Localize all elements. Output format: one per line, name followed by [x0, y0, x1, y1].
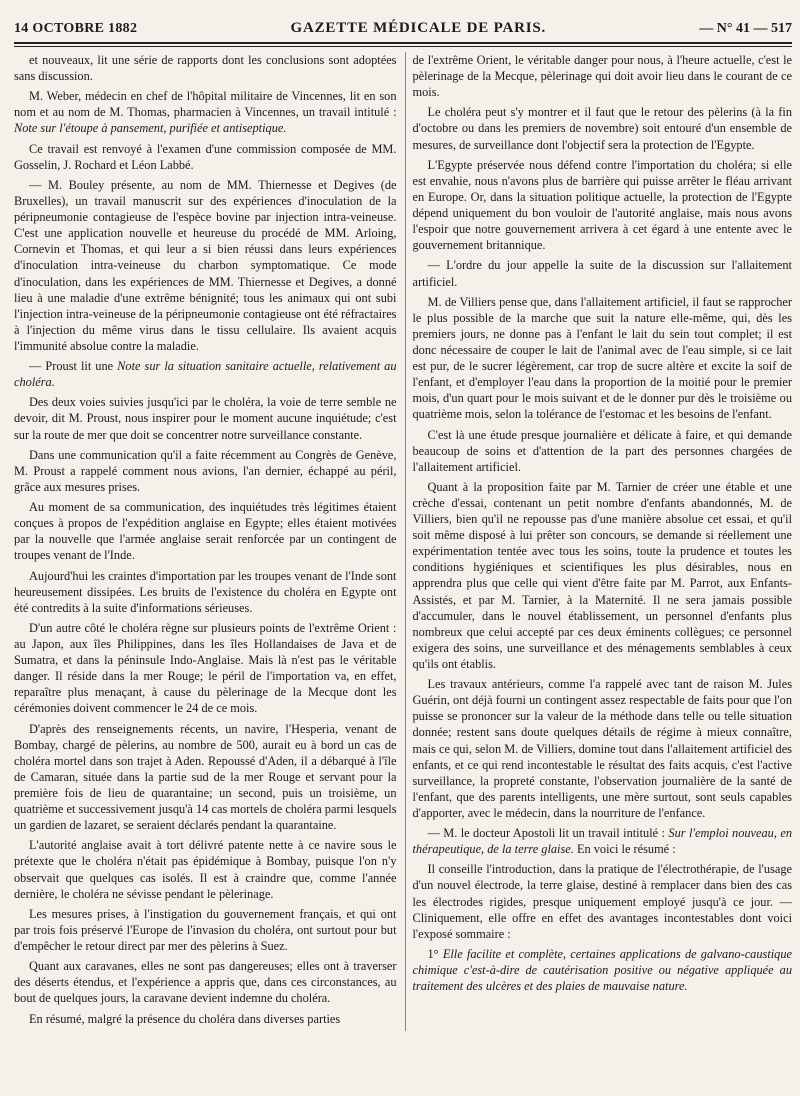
paragraph: C'est là une étude presque journalière et délicate à faire, et qui demande beaucoup de soins et d'attention de la part des personnes chargées de l'allaitement artificiel. [412, 427, 792, 474]
paragraph: de l'extrême Orient, le véritable danger pour nous, à l'heure actuelle, c'est le pèlerinage de la Mecque, pèlerinage qui doit avoir lieu dans le courant de ce mois. [412, 53, 792, 100]
paragraph: — L'ordre du jour appelle la suite de la discussion sur l'allaitement artificiel. [412, 258, 792, 289]
paragraph: Des deux voies suivies jusqu'ici par le choléra, la voie de terre semble ne devoir, dit M. Proust, nous inspirer pour le moment aucune inquiétude; c'est sur la route de mer que doit se concentrer notre surveillance constante. [14, 395, 397, 442]
paragraph: Aujourd'hui les craintes d'importation par les troupes venant de l'Inde sont heureusement dissipées. Les bruits de l'existence du choléra en Egypte ont été contredits à la suite d'informations sérieuses. [14, 568, 397, 615]
paragraph: Les travaux antérieurs, comme l'a rappelé avec tant de raison M. Jules Guérin, ont déjà fourni un contingent assez respectable de faits pour que l'on puisse se prononcer sur la valeur de la méthode dans telle ou telle situation donnée; restent sans doute quelques détails de régime à mieux connaître, mais ce qui, selon M. de Villiers, domine tout dans l'allaitement artificiel des enfants, et ce qui rend incontestable le résultat des faits acquis, c'est l'active surveillance, la propreté constante, l'observation journalière de la santé de l'enfant, que des parents intelligents, une mère surtout, sont seuls capables d'apporter, avec le médecin, dans la nourriture de l'enfance. [412, 677, 792, 820]
paragraph: — M. le docteur Apostoli lit un travail intitulé : Sur l'emploi nouveau, en thérapeutique, de la terre glaise. En voici le résumé : [412, 826, 793, 857]
header-title: GAZETTE MÉDICALE DE PARIS. [290, 20, 547, 36]
paragraph: — M. Bouley présente, au nom de MM. Thiernesse et Degives (de Bruxelles), un travail manuscrit sur des expériences d'inoculation de la péripneumonie contagieuse de l'espèce bovine par injection intra-veineuse. C'est une application nouvelle et heureuse du procédé de MM. Arloing, Cornevin et Thomas, et qui leur a si bien réussi dans leurs expériences d'inoculation intra-veineuse du charbon symptomatique. Ce mode d'inoculation, dans les expériences de MM. Thiernesse et Degives, a donné lieu à une maladie d'une extrême bénignité; tous les animaux qui ont subi l'injection intra-veineuse de la péripneumonie contagieuse ont été réfractaires à l'injection du même virus dans le tissu cellulaire. Ils avaient acquis l'immunité absolue contre la maladie. [14, 177, 397, 353]
paragraph: Le choléra peut s'y montrer et il faut que le retour des pèlerins (à la fin d'octobre ou dans les premiers de novembre) soit entouré d'un ensemble de mesures, de surveillance dont l'objectif sera la protection de l'Egypte. [412, 105, 792, 152]
paragraph: D'un autre côté le choléra règne sur plusieurs points de l'extrême Orient : au Japon, aux îles Philippines, dans les îles Hollandaises de Java et de Sumatra, et dans la péninsule Indo-Anglaise. Mais là n'est pas le véritable danger. Il réside dans la mer Rouge; le péril de l'importation va, en effet, reparaître plus menaçant, à cause du pèlerinage de la Mecque dont les cérémonies doivent commencer le 24 de ce mois. [14, 620, 397, 716]
paragraph: M. de Villiers pense que, dans l'allaitement artificiel, il faut se rapprocher le plus possible de la marche que suit la nature elle-même, qui, dès les premiers jours, ne donne pas à l'enfant le lait du sein tout complet; il est donc nécessaire de couper le lait de l'animal avec de l'eau simple, si ce lait est pur, de le sucrer légèrement, car trop de sucre altère et excite la soif de l'enfant, et d'employer l'eau dans la proportion de la moitié pour le premier mois, d'un quart pour le mois suivant et de le donner pur dès le troisième ou quatrième mois, selon la tolérance de l'estomac et les besoins de l'enfant. [412, 294, 792, 422]
paragraph: Au moment de sa communication, des inquiétudes très légitimes étaient conçues à propos de l'expédition anglaise en Egypte; elles étaient motivées par la nouvelle que l'armée anglaise serait renforcée par un contingent de troupes venant de l'Inde. [14, 500, 397, 563]
paragraph: Quant à la proposition faite par M. Tarnier de créer une étable et une crèche d'essai, contenant un petit nombre d'enfants abandonnés, M. de Villiers, bien qu'il ne repousse pas d'une manière absolue cet essai, et qu'il soit même disposé à lui prêter son concours, se demande si réellement une expérimentation tentée avec tous les soins, toute la prudence et toutes les conditions hygiéniques et scientifiques les plus désirables, nous en apprendra plus que celle qui vient d'être faite par M. Parrot, aux Enfants-Assistés, et par M. Tarnier, à la Maternité. Il ne sera jamais possible d'accumuler, dans le nouvel établissement, un personnel d'enfants plus nombreux que celui accepté par ces deux éminents collègues; ce personnel exigera des soins, une surveillance et des ménagements semblables à ceux qu'ils ont établis. [412, 479, 792, 671]
paragraph: L'autorité anglaise avait à tort délivré patente nette à ce navire sous le prétexte que le choléra n'était pas épidémique à Bombay, puisque l'on n'y observait que quelques cas isolés. Il est à craindre que, comme l'année dernière, le choléra ne sévisse pendant le pèlerinage. [14, 838, 397, 901]
paragraph: D'après des renseignements récents, un navire, l'Hesperia, venant de Bombay, chargé de pèlerins, au nombre de 500, aurait eu à bord un cas de choléra mortel dans son trajet à Aden. Repoussé d'Aden, il a débarqué à l'île de Camaran, située dans la partie sud de la mer Rouge et servant pour la première fois de lieu de quarantaine; un second, puis un troisième, un quatrième et successivement jusqu'à 14 cas mortels de choléra parmi lesquels un gardien de lazaret, se seraient déclarés pendant la quarantaine. [14, 721, 397, 833]
paragraph: Quant aux caravanes, elles ne sont pas dangereuses; elles ont à traverser des déserts étendus, et l'expérience a appris que, dans ces circonstances, au bout de quelques jours, la caravane devient indemne du choléra. [14, 959, 397, 1006]
paragraph: M. Weber, médecin en chef de l'hôpital militaire de Vincennes, lit en son nom et au nom de M. Thomas, pharmacien à Vincennes, un travail intitulé : Note sur l'étoupe à pansement, purifiée et antiseptique. [14, 89, 397, 136]
paragraph: L'Egypte préservée nous défend contre l'importation du choléra; si elle est envahie, nous n'avons plus de barrière qui puisse arrêter le fléau arrivant en Europe. Or, dans la situation politique actuelle, la protection de l'Egypte dépend uniquement du bon vouloir de l'autorité anglaise, mais nous avons l'espoir que notre gouvernement arrivera à cet égard à une entente avec le gouvernement britannique. [412, 157, 792, 253]
paragraph: Il conseille l'introduction, dans la pratique de l'électrothérapie, de l'usage d'un nouvel électrode, la terre glaise, destiné à remplacer dans bien des cas les électrodes rigides, presque uniquement employé jusqu'à ce jour. — Cliniquement, elle offre en effet des avantages incontestables dont voici l'exposé sommaire : [412, 862, 792, 941]
header-date: 14 OCTOBRE 1882 [14, 21, 138, 36]
page-header [14, 20, 792, 42]
text-columns [14, 52, 792, 1031]
paragraph: 1° Elle facilite et complète, certaines applications de galvano-caustique chimique c'est-à-dire de cautérisation positive ou négative appliquée au traitement des ulcères et des plaies de mauvaise nature. [412, 946, 792, 994]
paragraph: — Proust lit une Note sur la situation sanitaire actuelle, relativement au choléra. [14, 359, 397, 390]
right-column [405, 52, 793, 1031]
paragraph: Les mesures prises, à l'instigation du gouvernement français, et qui ont par trois fois préservé l'Europe de l'invasion du choléra, ont surtout pour but d'empêcher le retour direct par mer des pèlerins à Suez. [14, 906, 397, 953]
left-column [14, 52, 397, 1031]
paragraph: Dans une communication qu'il a faite récemment au Congrès de Genève, M. Proust a rappelé comment nous avions, l'an dernier, échappé au péril, grâce aux mesures prises. [14, 447, 397, 494]
header-page-number: — N° 41 — 517 [699, 21, 792, 36]
paragraph: En résumé, malgré la présence du choléra dans diverses parties [29, 1011, 341, 1026]
paragraph: Ce travail est renvoyé à l'examen d'une commission composée de MM. Gosselin, J. Rochard et Léon Labbé. [14, 141, 397, 172]
header-rule [14, 42, 792, 47]
paragraph: et nouveaux, lit une série de rapports dont les conclusions sont adoptées sans discussion. [14, 53, 397, 84]
